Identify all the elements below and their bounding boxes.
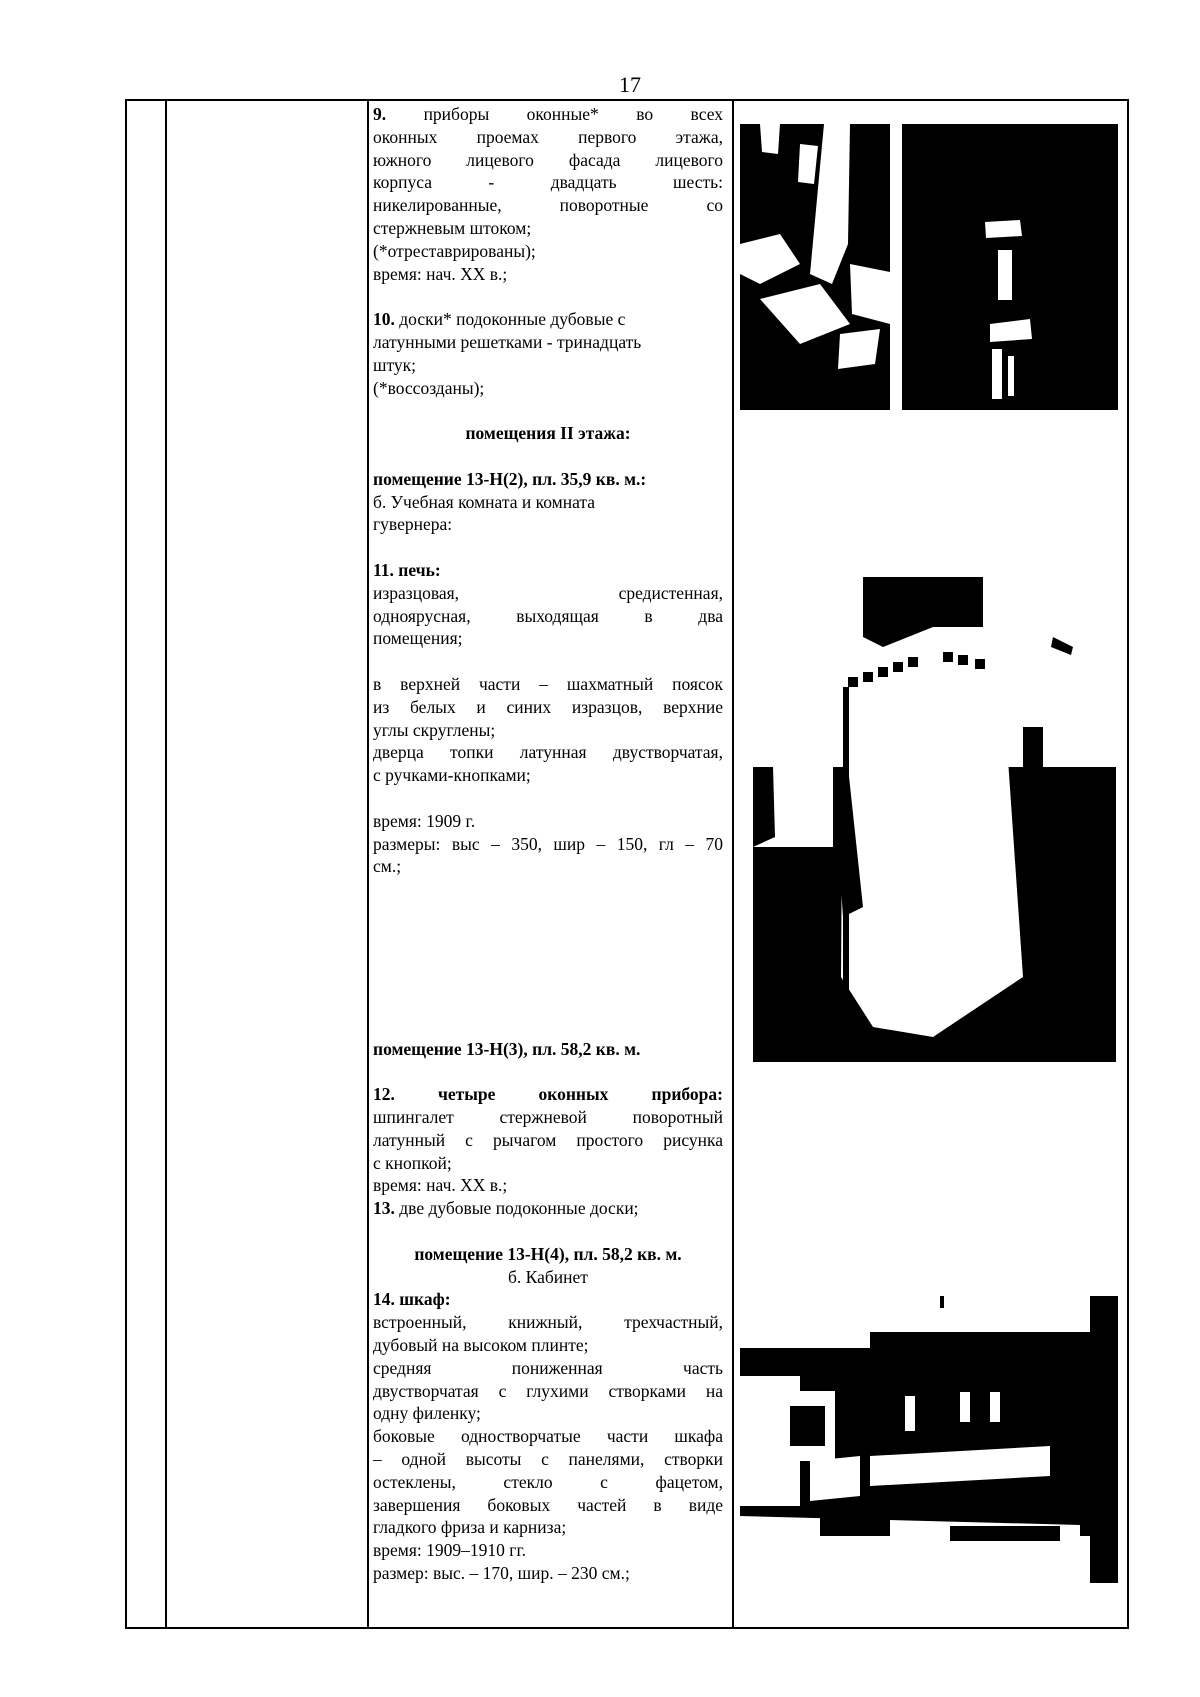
- item-14-line: гладкого фриза и карниза;: [373, 1517, 567, 1538]
- table-border-left: [125, 99, 127, 1629]
- item-11-line: с ручками-кнопками;: [373, 765, 531, 786]
- item-9-line: южного лицевого фасада лицевого: [373, 149, 723, 170]
- item-14-line: средняя пониженная часть: [373, 1357, 723, 1378]
- item-11-line: из белых и синих изразцов, верхние: [373, 696, 723, 717]
- floor-2-heading: помещения II этажа:: [465, 423, 631, 444]
- item-10-line: 10. доски* подоконные дубовые с: [373, 309, 626, 330]
- item-14-line: время: 1909–1910 гг.: [373, 1540, 527, 1561]
- item-12-line: время: нач. XX в.;: [373, 1175, 508, 1196]
- item-14-line: завершения боковых частей в виде: [373, 1494, 723, 1515]
- item-11-line: время: 1909 г.: [373, 810, 476, 831]
- room-13h4-heading: помещение 13-Н(4), пл. 58,2 кв. м.: [414, 1243, 682, 1264]
- item-14-line: встроенный, книжный, трехчастный,: [373, 1312, 723, 1333]
- item-11-line: дверца топки латунная двустворчатая,: [373, 742, 723, 763]
- item-12-heading: 12. четыре оконных прибора:: [373, 1084, 723, 1105]
- room-13h3-heading: помещение 13-Н(3), пл. 58,2 кв. м.: [373, 1038, 641, 1059]
- room-13h2-line: гувернера:: [373, 514, 453, 535]
- room-13h4-subtitle: б. Кабинет: [508, 1266, 588, 1287]
- item-14-line: боковые одностворчатые части шкафа: [373, 1426, 723, 1447]
- photo-bookcase: [740, 1296, 1118, 1583]
- item-9-line: стержневым штоком;: [373, 217, 532, 238]
- item-11-line: изразцовая, средистенная,: [373, 582, 723, 603]
- item-9-line: корпуса - двадцать шесть:: [373, 172, 723, 193]
- item-12-line: шпингалет стержневой поворотный: [373, 1107, 723, 1128]
- description-column: [373, 103, 723, 1585]
- item-14-heading: 14. шкаф:: [373, 1289, 451, 1310]
- item-11-line: помещения;: [373, 628, 463, 649]
- item-11-line: см.;: [373, 856, 402, 877]
- room-13h2-line: б. Учебная комната и комната: [373, 491, 596, 512]
- item-9-line: 9. приборы оконные* во всех: [373, 104, 723, 124]
- item-9-line: время: нач. XX в.;: [373, 263, 508, 284]
- table-border-right: [1127, 99, 1129, 1629]
- item-11-line: в верхней части – шахматный поясок: [373, 673, 723, 694]
- table-divider-1: [165, 99, 167, 1629]
- item-9-line: (*отреставрированы);: [373, 240, 536, 261]
- item-14-line: – одной высоты с панелями, створки: [373, 1449, 723, 1470]
- item-10-line: штук;: [373, 354, 417, 375]
- room-13h2-heading: помещение 13-Н(2), пл. 35,9 кв. м.:: [373, 468, 647, 489]
- item-10-line: латунными решетками - тринадцать: [373, 331, 642, 352]
- item-14-line: размер: выс. – 170, шир. – 230 см.;: [373, 1563, 630, 1584]
- table-divider-3: [732, 99, 734, 1629]
- item-14-line: одну филенку;: [373, 1403, 481, 1424]
- item-12-line: латунный с рычагом простого рисунка: [373, 1129, 723, 1150]
- item-10-line: (*воссозданы);: [373, 377, 485, 398]
- item-11-line: одноярусная, выходящая в два: [373, 605, 723, 626]
- item-11-line: углы скруглены;: [373, 719, 496, 740]
- item-14-line: дубовый на высоком плинте;: [373, 1335, 589, 1356]
- item-14-line: двустворчатая с глухими створками на: [373, 1380, 723, 1401]
- item-11-heading: 11. печь:: [373, 559, 441, 580]
- page-number: 17: [619, 72, 641, 97]
- photo-window-fittings: [740, 124, 1118, 410]
- item-12-line: с кнопкой;: [373, 1152, 452, 1173]
- item-13-line: 13. две дубовые подоконные доски;: [373, 1198, 639, 1219]
- table-bottom-border: [125, 1627, 1129, 1629]
- table-divider-2: [367, 99, 369, 1629]
- item-14-line: остеклены, стекло с фацетом,: [373, 1471, 723, 1492]
- photo-tiled-stove: [753, 577, 1116, 1062]
- table-top-border: [125, 99, 1129, 101]
- item-9-line: оконных проемах первого этажа,: [373, 126, 723, 147]
- item-9-line: никелированные, поворотные со: [373, 195, 723, 216]
- item-11-line: размеры: выс – 350, шир – 150, гл – 70: [373, 833, 723, 854]
